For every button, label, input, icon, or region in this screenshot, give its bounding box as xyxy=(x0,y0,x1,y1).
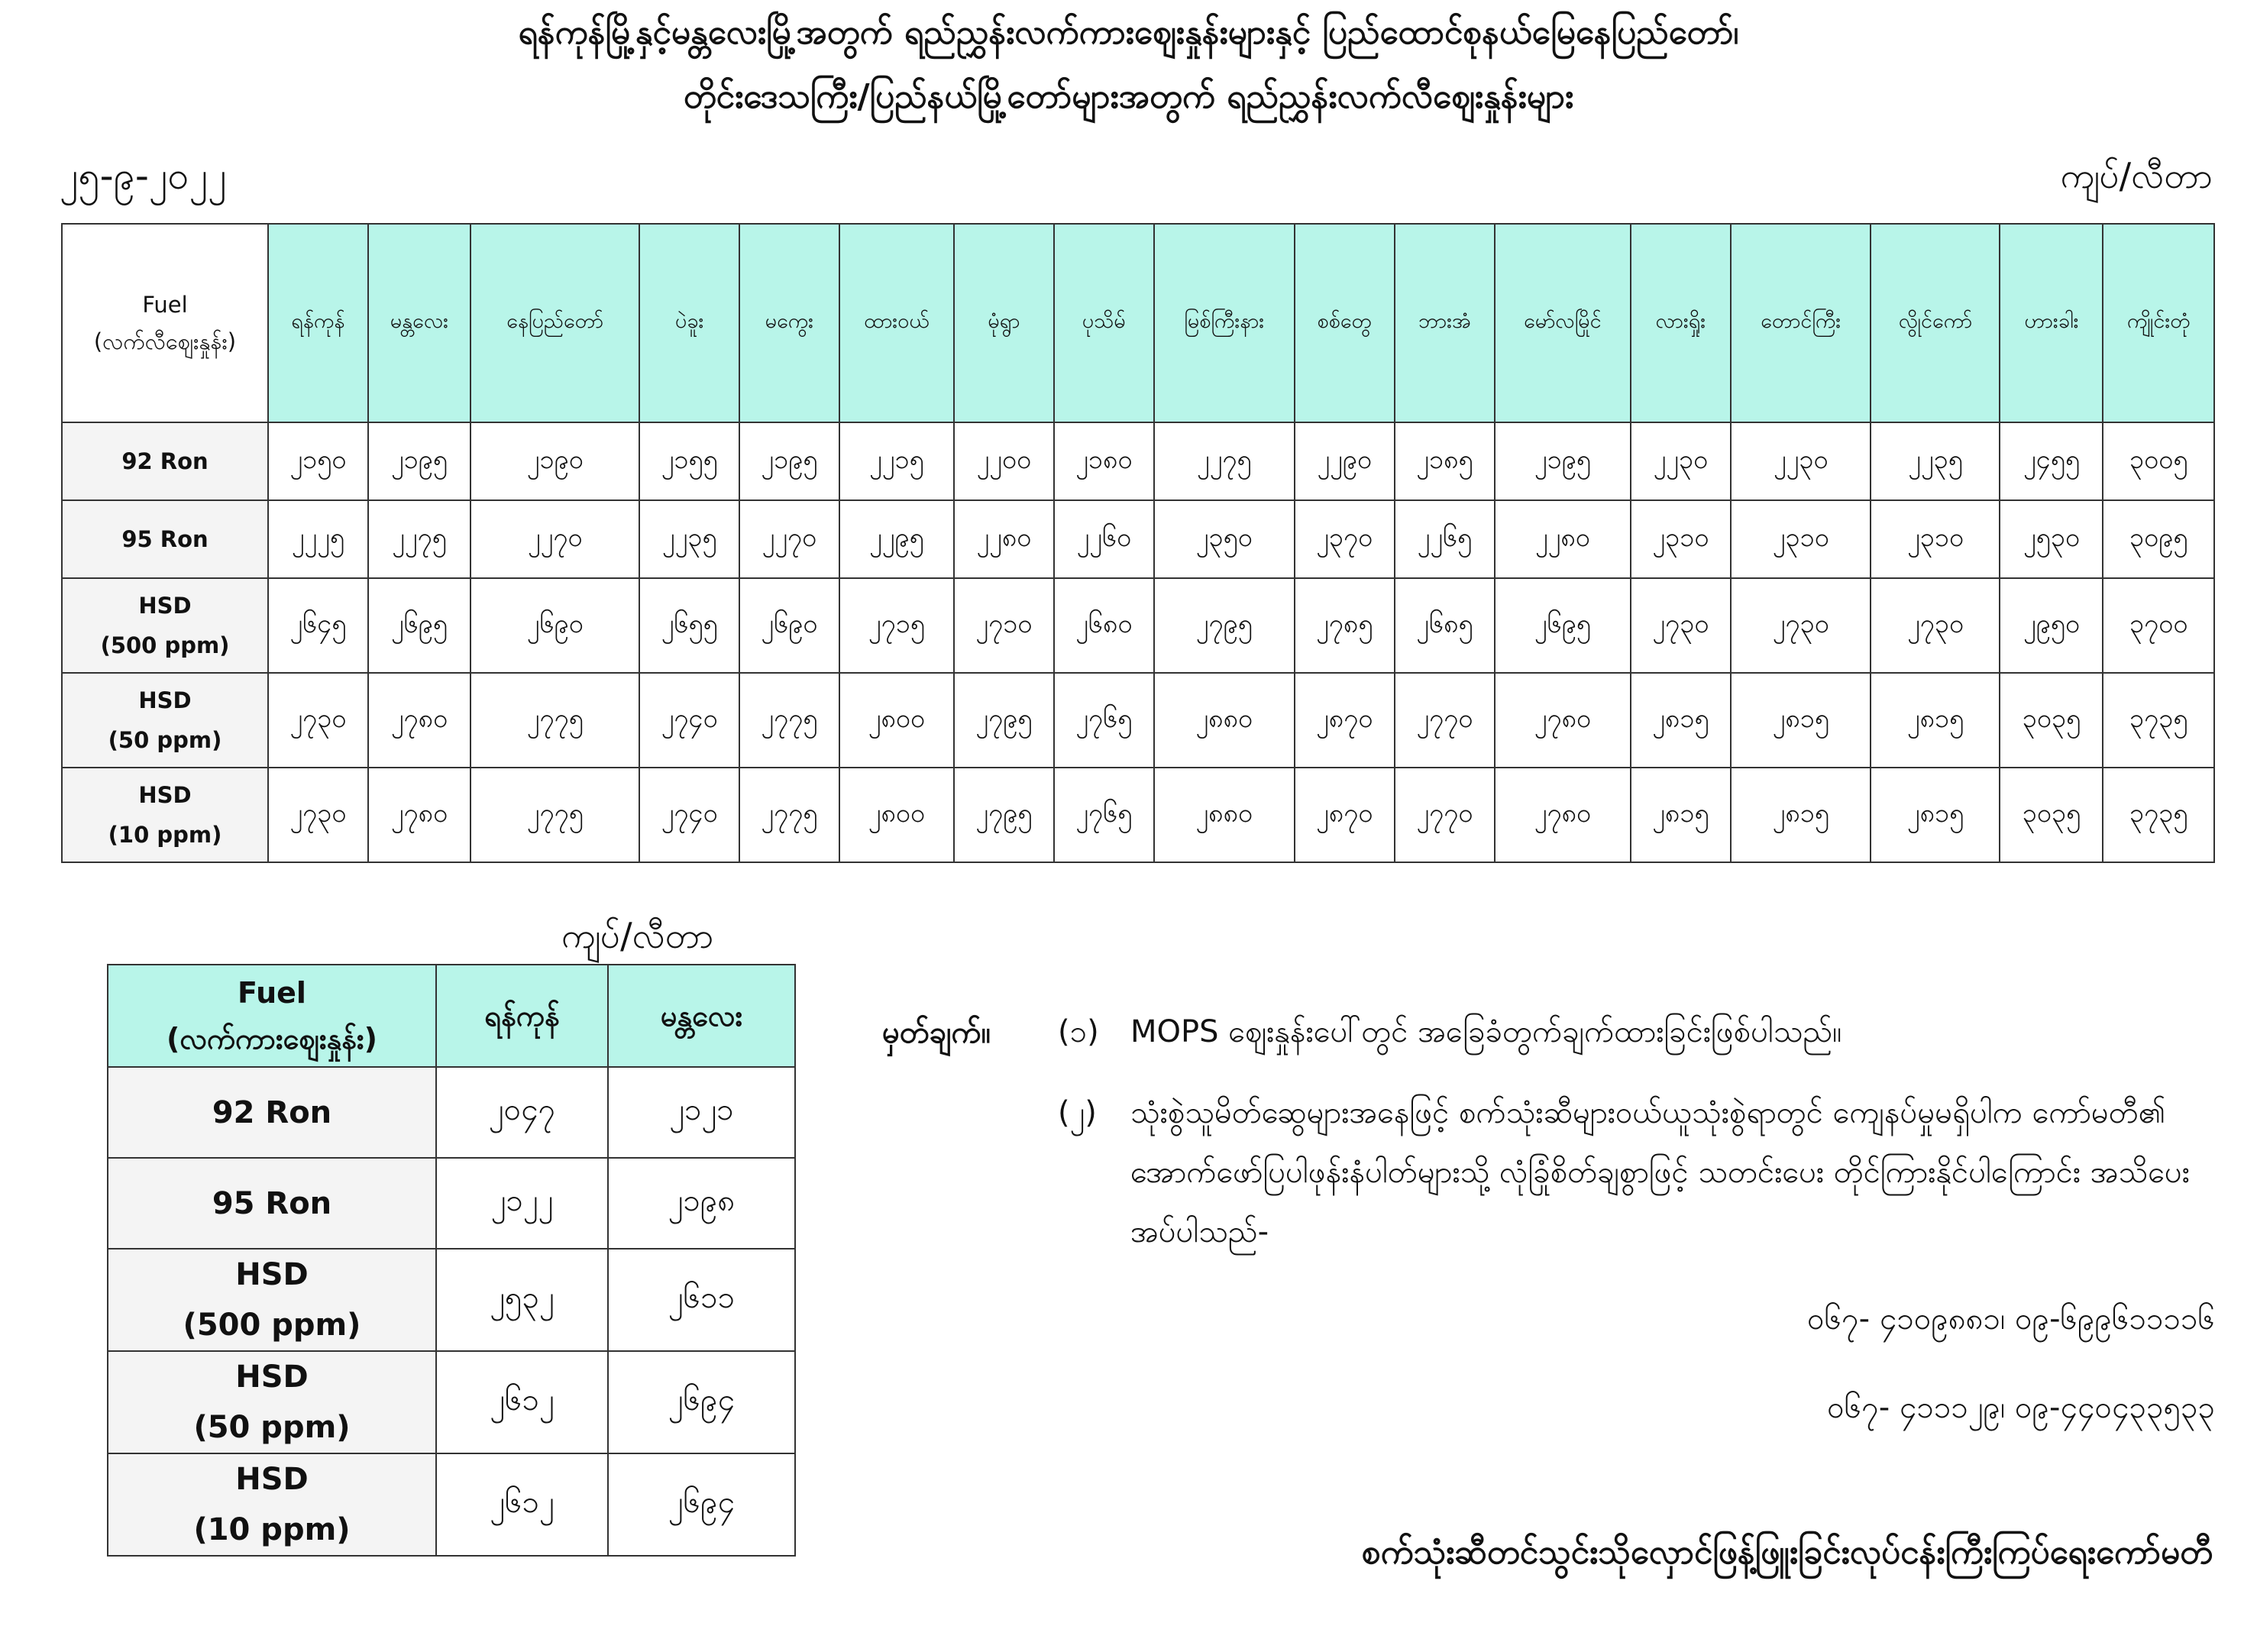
price-cell: ၂၈၀၀ xyxy=(839,673,954,768)
price-cell: ၂၇၇၅ xyxy=(739,768,839,862)
fuel-type-line-1: 92 Ron xyxy=(212,1094,332,1130)
table-row xyxy=(62,422,2214,500)
price-cell: ၂၆၈၅ xyxy=(1395,578,1495,673)
city-column-header: ထားဝယ် xyxy=(839,224,954,422)
fuel-type-line-2: (50 ppm) xyxy=(193,1410,351,1445)
price-cell: ၂၆၁၂ xyxy=(436,1351,608,1453)
city-column-header: ပုသိမ် xyxy=(1054,224,1154,422)
price-cell: ၂၇၈၀ xyxy=(368,768,470,862)
fuel-type-cell xyxy=(62,500,268,578)
price-cell: ၂၈၁၅ xyxy=(1871,768,2000,862)
price-cell: ၃၇၀၀ xyxy=(2103,578,2214,673)
fuel-type-line-1: HSD xyxy=(138,593,192,619)
price-cell: ၂၁၉၈ xyxy=(608,1158,795,1249)
price-cell: ၂၇၃၀ xyxy=(1631,578,1731,673)
table-row xyxy=(108,1453,795,1556)
note-2-text: သုံးစွဲသူမိတ်ဆွေများအနေဖြင့် စက်သုံးဆီများဝယ်ယူသုံးစွဲရာတွင် ကျေနပ်မှုမရှိပါက ကော်မတီ၏ အောက်ဖော်ပြပါဖုန်းနံပါတ်များသို့ လုံခြုံစိတ်ချစွာဖြင့် သတင်းပေး တိုင်ကြားနိုင်ပါကြောင်း အသိပေးအပ်ပါသည်- xyxy=(1130,1095,2190,1250)
price-cell: ၂၇၉၅ xyxy=(954,768,1054,862)
fuel-type-cell xyxy=(108,1453,436,1556)
wholesale-price-table xyxy=(107,964,796,1557)
price-cell: ၂၈၀၀ xyxy=(839,768,954,862)
price-cell: ၃၇၃၅ xyxy=(2103,673,2214,768)
price-cell: ၂၇၉၅ xyxy=(1154,578,1295,673)
price-cell: ၂၂၀၀ xyxy=(954,422,1054,500)
fuel-type-cell xyxy=(108,1158,436,1249)
price-cell: ၂၁၉၅ xyxy=(368,422,470,500)
fuel-type-cell xyxy=(62,578,268,673)
price-cell: ၂၆၉၅ xyxy=(1495,578,1631,673)
fuel-type-line-2: (10 ppm) xyxy=(193,1512,351,1547)
price-cell: ၂၆၅၅ xyxy=(639,578,739,673)
price-cell: ၂၈၇၀ xyxy=(1295,768,1395,862)
price-cell: ၂၇၈၀ xyxy=(368,673,470,768)
phone-numbers-2: ၀၆၇- ၄၁၁၁၂၉၊ ၀၉-၄၄၀၄၃၃၅၃၃ xyxy=(1827,1390,2215,1425)
price-cell: ၂၉၅၀ xyxy=(2000,578,2103,673)
price-cell: ၂၇၈၀ xyxy=(1495,768,1631,862)
price-cell: ၂၇၇၀ xyxy=(1395,673,1495,768)
city-column-header: တောင်ကြီး xyxy=(1731,224,1871,422)
price-cell: ၂၇၄၀ xyxy=(639,673,739,768)
price-cell: ၃၀၃၅ xyxy=(2000,673,2103,768)
price-cell: ၂၇၃၀ xyxy=(1871,578,2000,673)
price-cell: ၂၇၈၅ xyxy=(1295,578,1395,673)
fuel-type-line-1: HSD xyxy=(235,1257,309,1292)
price-cell: ၂၇၁၀ xyxy=(954,578,1054,673)
fuel-header-line-1: Fuel xyxy=(142,292,188,318)
fuel-type-line-1: 95 Ron xyxy=(212,1185,332,1221)
fuel-type-line-1: HSD xyxy=(138,782,192,808)
note-2 xyxy=(1058,1083,2215,1262)
price-cell: ၂၂၃၀ xyxy=(1631,422,1731,500)
table-row xyxy=(62,500,2214,578)
price-cell: ၃၇၃၅ xyxy=(2103,768,2214,862)
price-cell: ၂၂၃၀ xyxy=(1731,422,1871,500)
price-cell: ၂၃၁၀ xyxy=(1731,500,1871,578)
table-row xyxy=(108,1249,795,1351)
price-cell: ၂၃၇၀ xyxy=(1295,500,1395,578)
fuel-column-header xyxy=(62,224,268,422)
price-cell: ၂၈၈၀ xyxy=(1154,768,1295,862)
table-header-row xyxy=(62,224,2214,422)
price-cell: ၂၁၉၀ xyxy=(470,422,639,500)
unit-label: ကျပ်/လီတာ xyxy=(2060,155,2213,196)
price-cell: ၂၆၉၀ xyxy=(739,578,839,673)
city-column-header: မန္တလေး xyxy=(368,224,470,422)
price-cell: ၂၇၆၅ xyxy=(1054,768,1154,862)
city-column-header: ဘားအံ xyxy=(1395,224,1495,422)
price-cell: ၂၂၇၅ xyxy=(368,500,470,578)
price-cell: ၂၄၅၅ xyxy=(2000,422,2103,500)
price-cell: ၂၂၃၅ xyxy=(639,500,739,578)
price-cell: ၂၂၆၀ xyxy=(1054,500,1154,578)
notes-label: မှတ်ချက်။ xyxy=(882,1015,991,1050)
table-row xyxy=(62,673,2214,768)
price-cell: ၂၃၁၀ xyxy=(1631,500,1731,578)
city-column-header: လားရှိုး xyxy=(1631,224,1731,422)
table-header-row xyxy=(108,965,795,1067)
price-cell: ၂၂၃၅ xyxy=(1871,422,2000,500)
price-cell: ၂၆၁၁ xyxy=(608,1249,795,1351)
fuel-type-line-1: HSD xyxy=(235,1359,309,1395)
unit-label-wholesale: ကျပ်/လီတာ xyxy=(561,915,714,956)
price-cell: ၂၂၈၀ xyxy=(954,500,1054,578)
price-cell: ၃၀၃၅ xyxy=(2000,768,2103,862)
fuel-type-line-1: 92 Ron xyxy=(121,448,209,474)
price-cell: ၂၂၈၀ xyxy=(1495,500,1631,578)
price-cell: ၂၈၁၅ xyxy=(1731,768,1871,862)
price-cell: ၂၃၁၀ xyxy=(1871,500,2000,578)
price-cell: ၂၁၂၂ xyxy=(436,1158,608,1249)
table-row xyxy=(108,1351,795,1453)
price-cell: ၂၆၉၄ xyxy=(608,1351,795,1453)
price-cell: ၂၆၉၀ xyxy=(470,578,639,673)
note-1-number: (၁) xyxy=(1058,1014,1099,1049)
price-cell: ၂၇၉၅ xyxy=(954,673,1054,768)
city-column-header: နေပြည်တော် xyxy=(470,224,639,422)
price-cell: ၂၁၅၀ xyxy=(268,422,368,500)
price-cell: ၂၆၉၅ xyxy=(368,578,470,673)
table-row xyxy=(108,1158,795,1249)
fuel-header-line-1: Fuel xyxy=(238,976,306,1010)
price-cell: ၂၀၄၇ xyxy=(436,1067,608,1158)
fuel-type-line-1: HSD xyxy=(138,687,192,713)
fuel-type-cell xyxy=(62,768,268,862)
note-1 xyxy=(1058,1002,2215,1062)
price-cell: ၂၂၇၀ xyxy=(739,500,839,578)
price-cell: ၂၁၉၅ xyxy=(739,422,839,500)
price-cell: ၂၇၇၅ xyxy=(470,768,639,862)
city-column-header: ကျိုင်းတုံ xyxy=(2103,224,2214,422)
fuel-type-cell xyxy=(108,1067,436,1158)
retail-price-table xyxy=(61,223,2215,863)
price-cell: ၂၂၁၅ xyxy=(839,422,954,500)
price-cell: ၂၈၈၀ xyxy=(1154,673,1295,768)
fuel-type-cell xyxy=(108,1351,436,1453)
fuel-type-cell xyxy=(108,1249,436,1351)
price-cell: ၂၆၈၀ xyxy=(1054,578,1154,673)
price-cell: ၂၁၂၁ xyxy=(608,1067,795,1158)
price-cell: ၂၇၃၀ xyxy=(268,673,368,768)
price-cell: ၂၂၇၅ xyxy=(1154,422,1295,500)
note-1-text: MOPS ဈေးနှုန်းပေါ်တွင် အခြေခံတွက်ချက်ထားခြင်းဖြစ်ပါသည်။ xyxy=(1130,1014,1842,1049)
city-column-header: မော်လမြိုင် xyxy=(1495,224,1631,422)
price-cell: ၂၅၃၀ xyxy=(2000,500,2103,578)
page-title-line-1: ရန်ကုန်မြို့နှင့်မန္တလေးမြို့အတွက် ရည်ညွှန်းလက်ကားဈေးနှုန်းများနှင့် ပြည်ထောင်စုနယ်မြေနေပြည်တော်၊ xyxy=(518,13,1739,52)
fuel-header-line-2: (လက်လီဈေးနှုန်း) xyxy=(93,328,237,354)
price-cell: ၂၈၇၀ xyxy=(1295,673,1395,768)
price-cell: ၂၁၉၅ xyxy=(1495,422,1631,500)
city-column-header: စစ်တွေ xyxy=(1295,224,1395,422)
price-cell: ၂၈၁၅ xyxy=(1731,673,1871,768)
fuel-type-cell xyxy=(62,422,268,500)
date-label: ၂၅-၉-၂၀၂၂ xyxy=(60,154,227,198)
price-cell: ၂၁၈၅ xyxy=(1395,422,1495,500)
price-cell: ၂၂၂၅ xyxy=(268,500,368,578)
price-cell: ၃၀၉၅ xyxy=(2103,500,2214,578)
price-cell: ၂၈၁၅ xyxy=(1631,768,1731,862)
price-cell: ၂၆၁၂ xyxy=(436,1453,608,1556)
city-column-header: လွိုင်ကော် xyxy=(1871,224,2000,422)
price-cell: ၂၂၉၅ xyxy=(839,500,954,578)
fuel-header-line-2: (လက်ကားဈေးနှုန်း) xyxy=(167,1022,377,1056)
city-column-header: မြစ်ကြီးနား xyxy=(1154,224,1295,422)
price-cell: ၂၃၅၀ xyxy=(1154,500,1295,578)
price-cell: ၂၇၄၀ xyxy=(639,768,739,862)
price-cell: ၂၇၃၀ xyxy=(268,768,368,862)
price-cell: ၂၁၈၀ xyxy=(1054,422,1154,500)
city-column-header: ဟားခါး xyxy=(2000,224,2103,422)
price-cell: ၂၁၅၅ xyxy=(639,422,739,500)
price-cell: ၂၆၉၄ xyxy=(608,1453,795,1556)
price-cell: ၂၇၇၅ xyxy=(739,673,839,768)
fuel-type-line-1: HSD xyxy=(235,1462,309,1497)
table-row xyxy=(62,768,2214,862)
city-column-header: ရန်ကုန် xyxy=(268,224,368,422)
issuing-committee: စက်သုံးဆီတင်သွင်းသိုလှောင်ဖြန့်ဖြူးခြင်းလုပ်ငန်းကြီးကြပ်ရေးကော်မတီ xyxy=(1361,1533,2213,1572)
city-column-header: မုံရွာ xyxy=(954,224,1054,422)
fuel-type-line-2: (50 ppm) xyxy=(108,727,222,753)
price-cell: ၂၇၁၅ xyxy=(839,578,954,673)
price-cell: ၂၂၇၀ xyxy=(470,500,639,578)
fuel-type-cell xyxy=(62,673,268,768)
city-column-header: ရန်ကုန် xyxy=(436,965,608,1067)
city-column-header: မကွေး xyxy=(739,224,839,422)
price-cell: ၃၀၀၅ xyxy=(2103,422,2214,500)
page-title-line-2: တိုင်းဒေသကြီး/ပြည်နယ်မြို့တော်များအတွက် ရည်ညွှန်းလက်လီဈေးနှုန်းများ xyxy=(683,77,1574,116)
price-cell: ၂၅၃၂ xyxy=(436,1249,608,1351)
phone-numbers-1: ၀၆၇- ၄၁၀၉၈၈၁၊ ၀၉-၆၉၉၆၁၁၁၁၆ xyxy=(1807,1301,2215,1337)
price-cell: ၂၈၁၅ xyxy=(1631,673,1731,768)
price-cell: ၂၇၇၅ xyxy=(470,673,639,768)
price-cell: ၂၇၈၀ xyxy=(1495,673,1631,768)
table-row xyxy=(62,578,2214,673)
price-cell: ၂၈၁၅ xyxy=(1871,673,2000,768)
fuel-column-header xyxy=(108,965,436,1067)
fuel-type-line-2: (500 ppm) xyxy=(183,1308,361,1343)
fuel-type-line-2: (500 ppm) xyxy=(100,632,230,658)
table-row xyxy=(108,1067,795,1158)
price-cell: ၂၇၇၀ xyxy=(1395,768,1495,862)
price-cell: ၂၆၄၅ xyxy=(268,578,368,673)
fuel-type-line-1: 95 Ron xyxy=(121,526,209,552)
price-cell: ၂၇၆၅ xyxy=(1054,673,1154,768)
city-column-header: မန္တလေး xyxy=(608,965,795,1067)
price-cell: ၂၂၆၅ xyxy=(1395,500,1495,578)
fuel-type-line-2: (10 ppm) xyxy=(108,822,222,848)
city-column-header: ပဲခူး xyxy=(639,224,739,422)
note-2-number: (၂) xyxy=(1058,1095,1097,1130)
price-cell: ၂၂၉၀ xyxy=(1295,422,1395,500)
price-cell: ၂၇၃၀ xyxy=(1731,578,1871,673)
